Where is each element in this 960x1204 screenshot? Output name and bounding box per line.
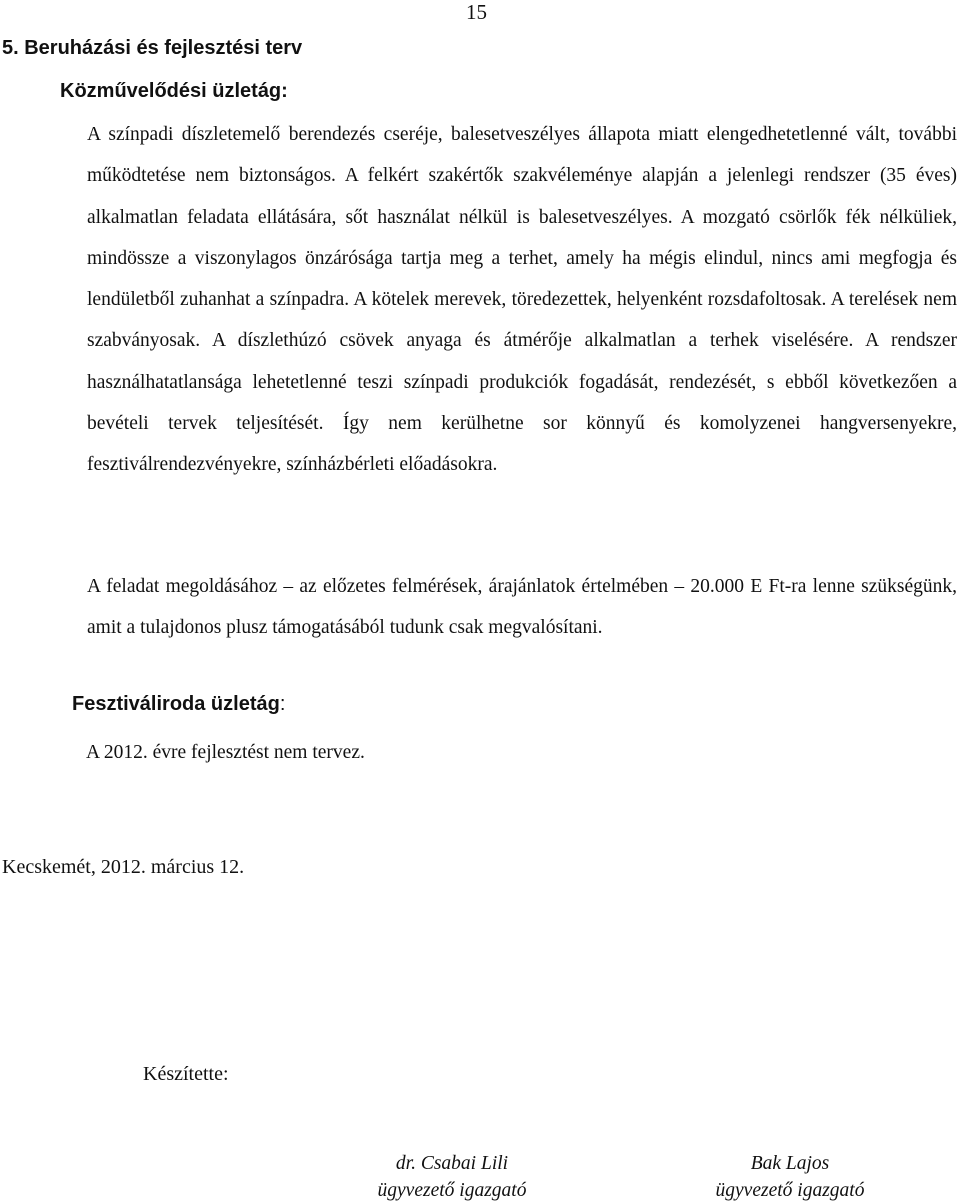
signature-name-1: dr. Csabai Lili — [395, 1153, 509, 1174]
subsection-heading-fesztival — [72, 693, 285, 716]
prepared-by-label: Készítette: — [143, 1063, 229, 1085]
signature-title-1: ügyvezető igazgató — [377, 1180, 527, 1201]
subsection-heading-kozmuvelodesi-colon: : — [281, 80, 288, 102]
kozmuvelodesi-paragraph-1: A színpadi díszletemelő berendezés cseréje, balesetveszélyes állapota miatt elengedhetetlenné vált, további működtetése nem biztonságos. A felkért szakértők szakvéleménye alapján a jelenlegi rendszer (35 éves) alkalmatlan feladata ellátására, sőt használat nélkül is balesetveszélyes. A mozgató csörlők fék nélküliek, mindössze a viszonylagos önzárósága tartja meg a terhet, amely ha mégis elindul, nincs ami megfogja és lendületből zuhanhat a színpadra. A kötelek merevek, töredezettek, helyenként rozsdafoltosak. A terelések nem szabványosak. A díszlethúzó csövek anyaga és átmérője alkalmatlan a terhek viselésére. A rendszer használhatatlansága lehetetlenné teszi színpadi produkciók fogadását, rendezését, s ebből következően a bevételi tervek teljesítését. Így nem kerülhetne sor könnyű és komolyzenei hangversenyekre, fesztiválrendezvényekre, színházbérleti előadásokra. — [87, 124, 957, 476]
signature-block-1 — [346, 1150, 558, 1204]
page-number: 15 — [466, 0, 487, 24]
signature-title-2: ügyvezető igazgató — [715, 1180, 865, 1201]
subsection-heading-fesztival-colon: : — [279, 693, 286, 715]
date-line: Kecskemét, 2012. március 12. — [2, 856, 245, 878]
section-heading: 5. Beruházási és fejlesztési terv — [2, 37, 303, 59]
subsection-heading-kozmuvelodesi — [60, 80, 288, 103]
subsection-heading-kozmuvelodesi-text: Közművelődési üzletág — [60, 80, 282, 102]
signature-name-2: Bak Lajos — [750, 1153, 830, 1174]
signature-block-2 — [684, 1150, 896, 1204]
subsection-heading-fesztival-text: Fesztiváliroda üzletág — [72, 693, 280, 715]
kozmuvelodesi-paragraph-2: A feladat megoldásához – az előzetes felmérések, árajánlatok értelmében – 20.000 E Ft-ra lenne szükségünk, amit a tulajdonos plusz támogatásából tudunk csak megvalósítani. — [87, 576, 957, 639]
fesztival-paragraph: A 2012. évre fejlesztést nem tervez. — [86, 742, 365, 763]
